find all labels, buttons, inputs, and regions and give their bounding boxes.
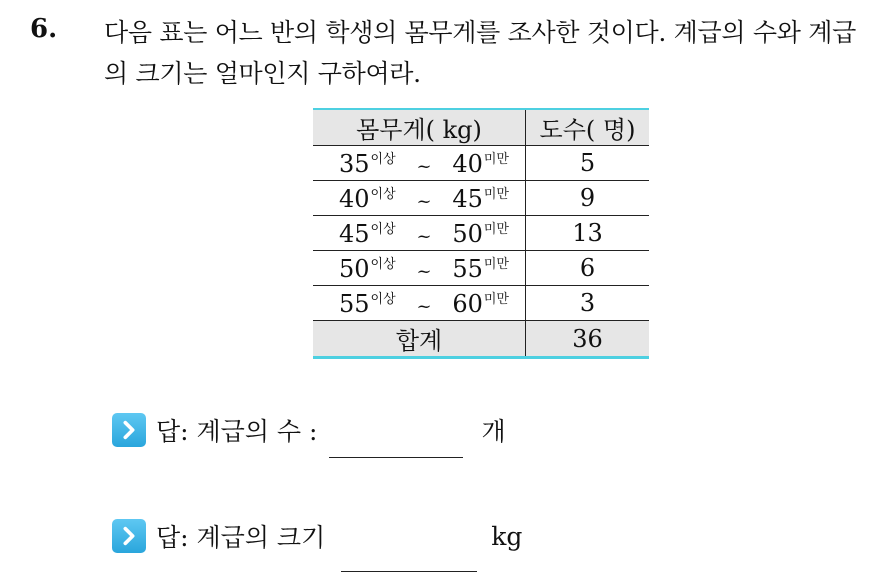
answer-unit: kg bbox=[491, 521, 523, 551]
count-cell: 6 bbox=[526, 251, 650, 286]
total-value: 36 bbox=[526, 321, 650, 358]
range-cell bbox=[313, 146, 526, 181]
range-high: $60^{미만}$ bbox=[452, 290, 509, 318]
range-tilde: ~ bbox=[416, 261, 432, 282]
count-cell: 5 bbox=[526, 146, 650, 181]
range-cell bbox=[313, 181, 526, 216]
count-cell: 13 bbox=[526, 216, 650, 251]
range-low: $50^{이상}$ bbox=[339, 255, 396, 283]
range-tilde: ~ bbox=[416, 156, 432, 177]
range-low: $45^{이상}$ bbox=[339, 220, 396, 248]
answer-label: 답: 계급의 크기 bbox=[156, 523, 326, 552]
answer-label: 답: 계급의 수 : bbox=[156, 417, 318, 446]
range-cell bbox=[313, 286, 526, 321]
range-high: $50^{미만}$ bbox=[452, 220, 509, 248]
count-cell: 3 bbox=[526, 286, 650, 321]
range-tilde: ~ bbox=[416, 226, 432, 247]
table-header-row bbox=[313, 109, 649, 146]
frequency-table bbox=[313, 108, 649, 359]
range-high: $45^{미만}$ bbox=[452, 185, 509, 213]
range-high: $55^{미만}$ bbox=[452, 255, 509, 283]
table-row bbox=[313, 146, 649, 181]
header-frequency: 도수( 명) bbox=[526, 109, 650, 146]
answer-unit: 개 bbox=[481, 417, 506, 446]
answer-class-width bbox=[112, 518, 522, 554]
table-row bbox=[313, 286, 649, 321]
question-number: 6. bbox=[30, 14, 58, 44]
range-cell bbox=[313, 251, 526, 286]
range-cell bbox=[313, 216, 526, 251]
range-tilde: ~ bbox=[416, 296, 432, 317]
answer-blank[interactable] bbox=[329, 423, 463, 458]
count-cell: 9 bbox=[526, 181, 650, 216]
total-label: 합계 bbox=[313, 321, 526, 358]
range-tilde: ~ bbox=[416, 191, 432, 212]
chevron-right-icon bbox=[112, 519, 146, 553]
range-low: $35^{이상}$ bbox=[339, 150, 396, 178]
question-text: 다음 표는 어느 반의 학생의 몸무게를 조사한 것이다. 계급의 수와 계급의 크기는 얼마인지 구하여라. bbox=[104, 18, 856, 88]
table-row bbox=[313, 251, 649, 286]
range-high: $40^{미만}$ bbox=[452, 150, 509, 178]
table-row bbox=[313, 181, 649, 216]
header-weight: 몸무게( kg) bbox=[313, 109, 526, 146]
range-low: $55^{이상}$ bbox=[339, 290, 396, 318]
chevron-right-icon bbox=[112, 413, 146, 447]
answer-class-count bbox=[112, 412, 506, 448]
answer-blank[interactable] bbox=[341, 537, 477, 572]
total-row bbox=[313, 321, 649, 358]
table-row bbox=[313, 216, 649, 251]
range-low: $40^{이상}$ bbox=[339, 185, 396, 213]
frequency-table-wrap bbox=[313, 108, 649, 359]
